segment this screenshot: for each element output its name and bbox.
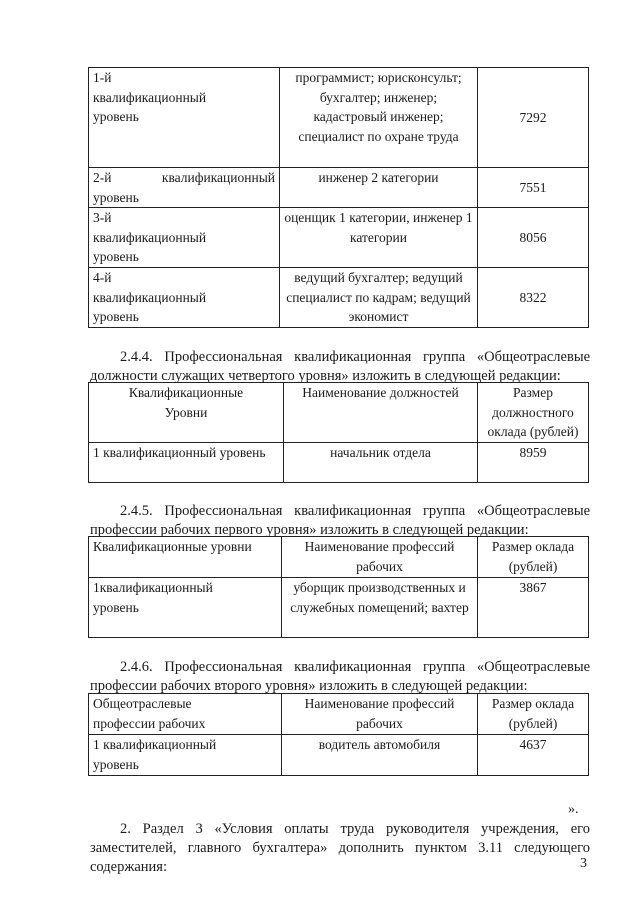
salary-cell: 3867 [478, 578, 589, 638]
salary-table-levels [88, 67, 589, 328]
salary-cell: 4637 [478, 735, 589, 776]
header-cell: Наименование профессий рабочих [282, 694, 478, 735]
salary-cell: 8322 [478, 268, 589, 328]
table-row [89, 443, 589, 483]
name-cell: начальник отдела [284, 443, 478, 483]
page-number: 3 [580, 856, 587, 871]
table-row [89, 68, 589, 168]
positions-cell: оценщик 1 категории, инженер 1 категории [280, 208, 478, 268]
level-cell: 1квалификационный уровень [89, 578, 282, 638]
table-row [89, 735, 589, 776]
closing-quote-mark: ». [568, 802, 579, 817]
table-row [89, 578, 589, 638]
level-cell: 1-й квалификационный уровень [89, 68, 280, 168]
paragraph-section-2: 2. Раздел 3 «Условия оплаты труда руководителя учреждения, его заместителей, главного бухгалтера» дополнить пунктом 3.11 следующего содержания: [90, 821, 590, 875]
header-cell: Квалификационные уровни [89, 537, 282, 578]
header-cell: Размер оклада (рублей) [478, 537, 589, 578]
salary-cell: 7292 [478, 68, 589, 168]
positions-cell: программист; юрисконсульт; бухгалтер; инженер; кадастровый инженер; специалист по охране труда [280, 68, 478, 168]
salary-table-2-4-4 [88, 382, 589, 483]
level-cell: 4-й квалификационный уровень [89, 268, 280, 328]
name-cell: водитель автомобиля [282, 735, 478, 776]
header-cell: Наименование профессий рабочих [282, 537, 478, 578]
positions-cell: инженер 2 категории [280, 168, 478, 208]
salary-cell: 7551 [478, 168, 589, 208]
salary-table-2-4-6 [88, 693, 589, 776]
paragraph-2-4-4: 2.4.4. Профессиональная квалификационная группа «Общеотраслевые должности служащих четвертого уровня» изложить в следующей редакции: [90, 349, 590, 384]
table-header-row [89, 694, 589, 735]
level-cell: 1 квалификационный уровень [89, 735, 282, 776]
paragraph-2-4-6: 2.4.6. Профессиональная квалификационная группа «Общеотраслевые профессии рабочих второго уровня» изложить в следующей редакции: [90, 659, 590, 694]
level-cell: 3-й квалификационный уровень [89, 208, 280, 268]
header-cell: Общеотраслевые профессии рабочих [89, 694, 282, 735]
table-row [89, 268, 589, 328]
header-cell: Размер должностного оклада (рублей) [478, 383, 589, 443]
level-cell: 1 квалификационный уровень [89, 443, 284, 483]
table-row [89, 208, 589, 268]
paragraph-2-4-5: 2.4.5. Профессиональная квалификационная группа «Общеотраслевые профессии рабочих первого уровня» изложить в следующей редакции: [90, 503, 590, 538]
table-row [89, 168, 589, 208]
salary-table-2-4-5 [88, 536, 589, 638]
positions-cell: ведущий бухгалтер; ведущий специалист по кадрам; ведущий экономист [280, 268, 478, 328]
name-cell: уборщик производственных и служебных помещений; вахтер [282, 578, 478, 638]
table-header-row [89, 383, 589, 443]
salary-cell: 8959 [478, 443, 589, 483]
level-cell: 2-й квалификационный уровень [89, 168, 280, 208]
header-cell: Квалификационные Уровни [89, 383, 284, 443]
salary-cell: 8056 [478, 208, 589, 268]
header-cell: Наименование должностей [284, 383, 478, 443]
header-cell: Размер оклада (рублей) [478, 694, 589, 735]
table-header-row [89, 537, 589, 578]
